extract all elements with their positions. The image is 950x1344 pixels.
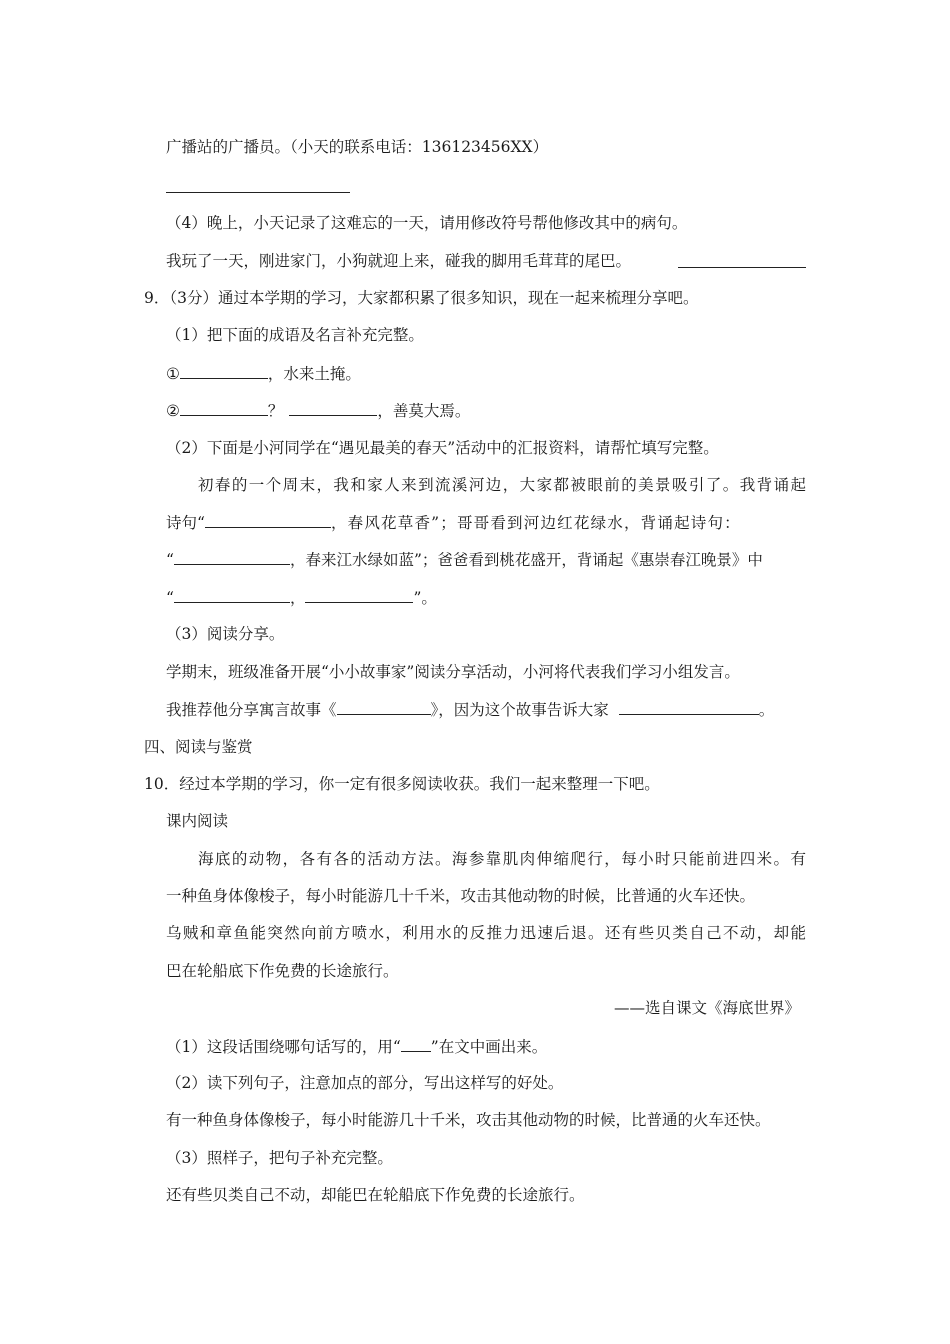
passage-line: 海底的动物，各有各的活动方法。海参靠肌肉伸缩爬行，每小时只能前进四米。有 (198, 850, 806, 868)
sentence-text: 还有些贝类自己不动，却能巴在轮船底下作免费的长途旅行。 (166, 1186, 585, 1204)
paragraph-line: 学期末，班级准备开展“小小故事家”阅读分享活动，小河将代表我们学习小组发言。 (166, 663, 740, 681)
passage-line: 一种鱼身体像梭子，每小时能游几十千米，攻击其他动物的时候，比普通的火车还快。 (166, 887, 756, 905)
fill-line (166, 1035, 547, 1058)
answer-blank[interactable] (619, 698, 759, 715)
answer-blank[interactable] (180, 399, 268, 416)
circled-number: ② (166, 402, 180, 420)
answer-blank[interactable] (166, 192, 350, 193)
text-line: 广播站的广播员。（小天的联系电话：136123456XX） (166, 138, 549, 156)
fill-line (166, 399, 470, 422)
circled-number: ① (166, 365, 180, 383)
line-text: ， (289, 589, 306, 607)
underline-mark (401, 1035, 431, 1052)
line-text: ，善莫大焉。 (377, 402, 471, 420)
question-text: （1）把下面的成语及名言补充完整。 (166, 326, 424, 344)
line-text: 诗句“ (166, 514, 205, 532)
question-text: （3）阅读分享。 (166, 625, 285, 643)
question-text: （4）晚上，小天记录了这难忘的一天，请用修改符号帮他修改其中的病句。 (166, 214, 688, 232)
question-heading: 10．经过本学期的学习，你一定有很多阅读收获。我们一起来整理一下吧。 (144, 775, 660, 793)
fill-line (166, 511, 741, 534)
line-text: ，水来土掩。 (267, 365, 361, 383)
fill-line (166, 362, 361, 385)
answer-blank[interactable] (305, 586, 413, 603)
answer-blank[interactable] (678, 267, 806, 268)
answer-blank[interactable] (174, 586, 290, 603)
question-text: （3）照样子，把句子补充完整。 (166, 1149, 393, 1167)
question-text: （2）读下列句子，注意加点的部分，写出这样写的好处。 (166, 1074, 564, 1092)
fill-line (166, 586, 437, 609)
subsection-label: 课内阅读 (166, 812, 229, 830)
line-text: （1）这段话围绕哪句话写的，用“ (166, 1038, 401, 1056)
fill-line (166, 548, 763, 571)
line-text: ”在文中画出来。 (430, 1038, 548, 1056)
line-text: “ (166, 551, 174, 569)
line-text: ，春风花草香”；哥哥看到河边红花绿水，背诵起诗句： (330, 514, 741, 532)
paragraph-line: 初春的一个周末，我和家人来到流溪河边，大家都被眼前的美景吸引了。我背诵起 (198, 476, 806, 494)
line-text: ，春来江水绿如蓝”；爸爸看到桃花盛开，背诵起《惠崇春江晚景》中 (289, 551, 763, 569)
answer-blank[interactable] (174, 548, 290, 565)
line-text: 我推荐他分享寓言故事《 (166, 701, 337, 719)
answer-blank[interactable] (205, 511, 331, 528)
passage-line: 巴在轮船底下作免费的长途旅行。 (166, 962, 399, 980)
passage-line: 乌贼和章鱼能突然向前方喷水，利用水的反推力迅速后退。还有些贝类自己不动，却能 (166, 924, 806, 942)
line-text: 。 (758, 701, 775, 719)
section-heading: 四、阅读与鉴赏 (144, 738, 253, 756)
answer-blank[interactable] (289, 399, 377, 416)
sentence-text: 我玩了一天，刚进家门，小狗就迎上来，碰我的脚用毛茸茸的尾巴。 (166, 252, 632, 270)
question-text: （2）下面是小河同学在“遇见最美的春天”活动中的汇报资料，请帮忙填写完整。 (166, 439, 719, 457)
answer-blank[interactable] (180, 362, 268, 379)
line-text: ？ (267, 402, 284, 420)
sentence-text: 有一种鱼身体像梭子，每小时能游几十千米，攻击其他动物的时候，比普通的火车还快。 (166, 1111, 771, 1129)
line-text: “ (166, 589, 174, 607)
line-text: 》，因为这个故事告诉大家 (430, 701, 609, 719)
question-heading: 9．（3分）通过本学期的学习，大家都积累了很多知识，现在一起来梳理分享吧。 (144, 289, 699, 307)
fill-line (166, 698, 774, 721)
answer-blank[interactable] (337, 698, 431, 715)
source-citation: ——选自课文《海底世界》 (613, 999, 800, 1017)
line-text: ”。 (413, 589, 437, 607)
